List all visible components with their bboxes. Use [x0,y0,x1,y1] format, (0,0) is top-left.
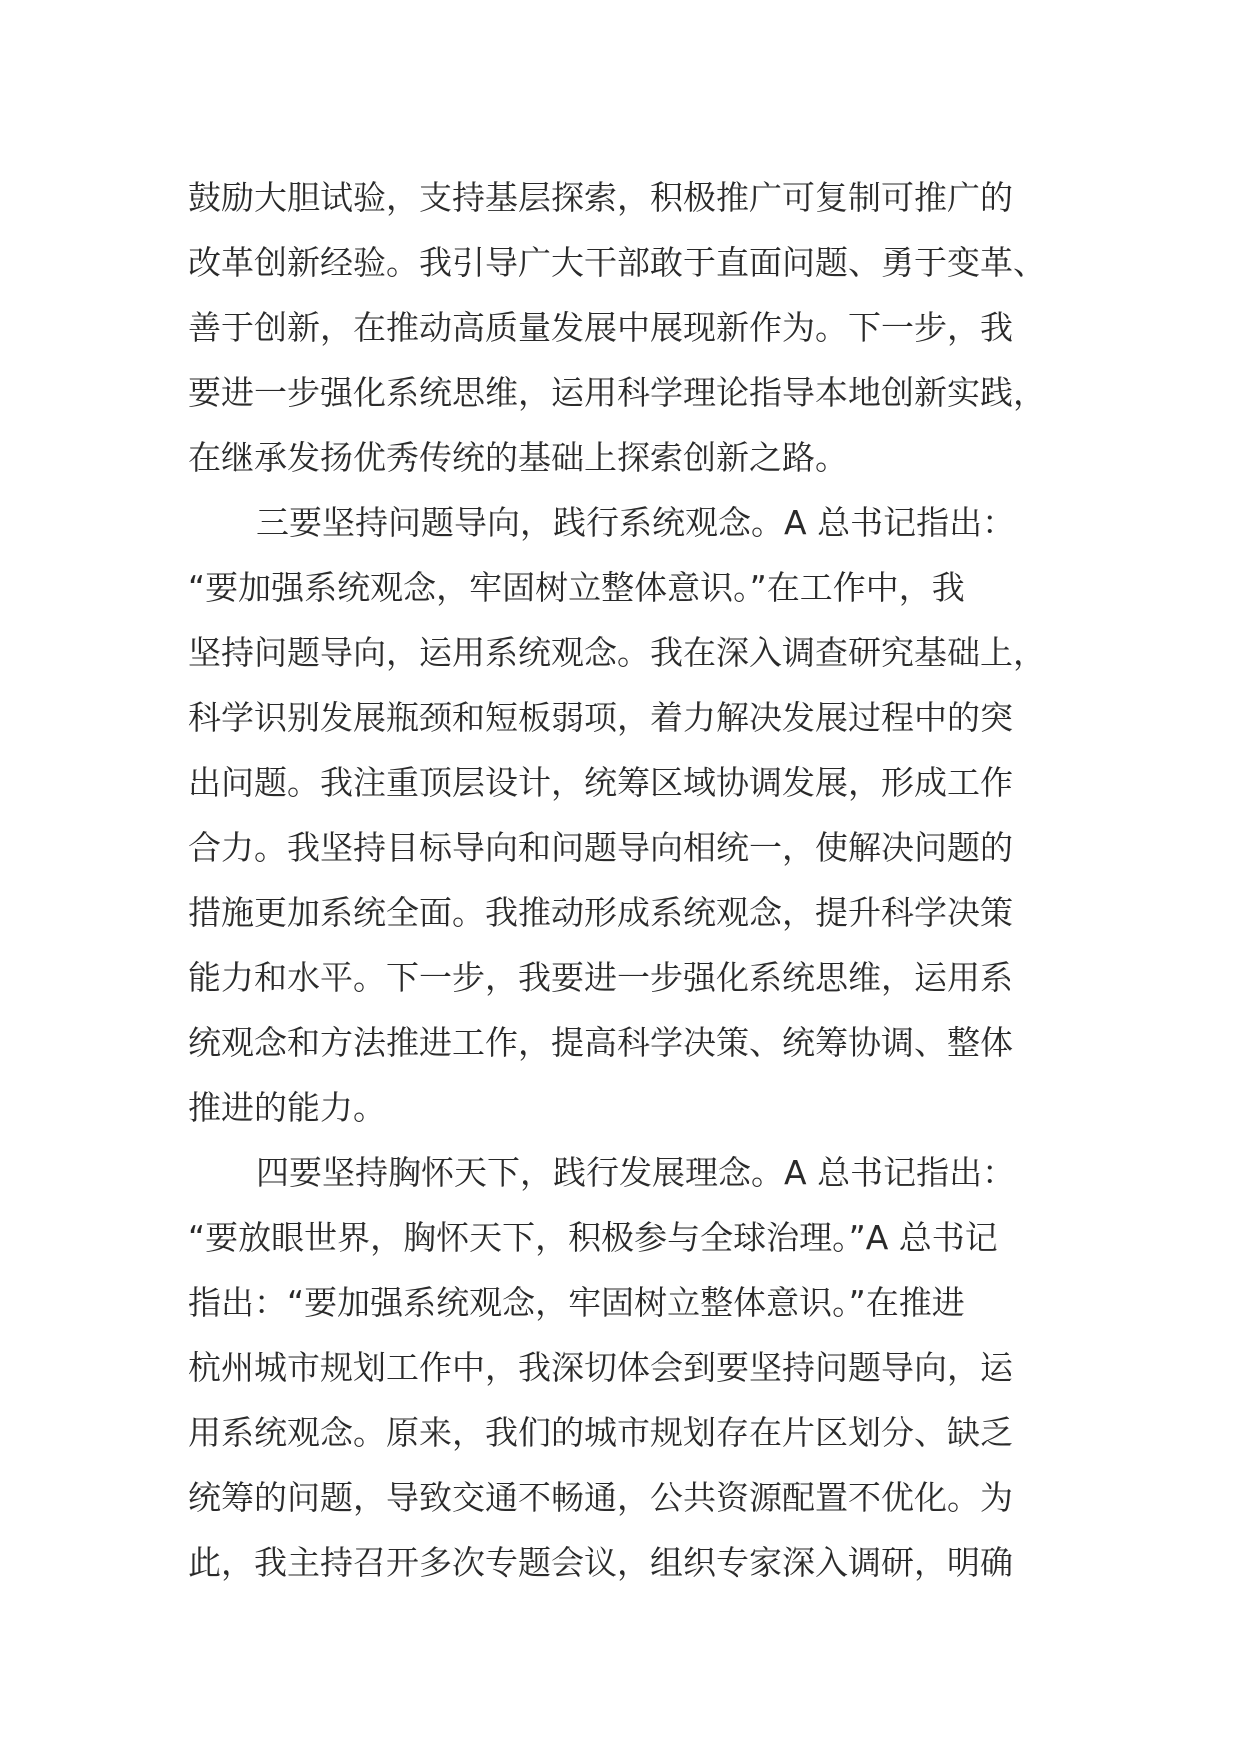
text-line: 指出：“要加强系统观念，牢固树立整体意识。”在推进 [188,1283,965,1322]
text-line: “要放眼世界，胸怀天下，积极参与全球治理。”A 总书记 [188,1218,998,1257]
text-line: 统筹的问题，导致交通不畅通，公共资源配置不优化。为 [188,1478,1013,1517]
text-line: 要进一步强化系统思维，运用科学理论指导本地创新实践， [188,373,1046,412]
text-line: “要加强系统观念，牢固树立整体意识。”在工作中，我 [188,568,965,607]
text-line: 合力。我坚持目标导向和问题导向相统一，使解决问题的 [188,828,1013,867]
text-line: 科学识别发展瓶颈和短板弱项，着力解决发展过程中的突 [188,698,1013,737]
text-line: 推进的能力。 [188,1088,386,1127]
text-line: 善于创新，在推动高质量发展中展现新作为。下一步，我 [188,308,1013,347]
text-line: 在继承发扬优秀传统的基础上探索创新之路。 [188,438,848,477]
section-heading-3: 三要坚持问题导向，践行系统观念。A 总书记指出： [256,503,1016,542]
text-line: 统观念和方法推进工作，提高科学决策、统筹协调、整体 [188,1023,1013,1062]
text-line: 坚持问题导向，运用系统观念。我在深入调查研究基础上， [188,633,1046,672]
document-body [188,165,1058,1595]
section-heading-4: 四要坚持胸怀天下，践行发展理念。A 总书记指出： [256,1153,1016,1192]
text-line: 措施更加系统全面。我推动形成系统观念，提升科学决策 [188,893,1013,932]
text-line: 改革创新经验。我引导广大干部敢于直面问题、勇于变革、 [188,243,1046,282]
text-line: 出问题。我注重顶层设计，统筹区域协调发展，形成工作 [188,763,1013,802]
text-line: 杭州城市规划工作中，我深切体会到要坚持问题导向，运 [188,1348,1013,1387]
text-line: 鼓励大胆试验，支持基层探索，积极推广可复制可推广的 [188,178,1013,217]
text-line: 用系统观念。原来，我们的城市规划存在片区划分、缺乏 [188,1413,1013,1452]
text-line: 此，我主持召开多次专题会议，组织专家深入调研，明确 [188,1543,1013,1582]
text-line: 能力和水平。下一步，我要进一步强化系统思维，运用系 [188,958,1013,997]
